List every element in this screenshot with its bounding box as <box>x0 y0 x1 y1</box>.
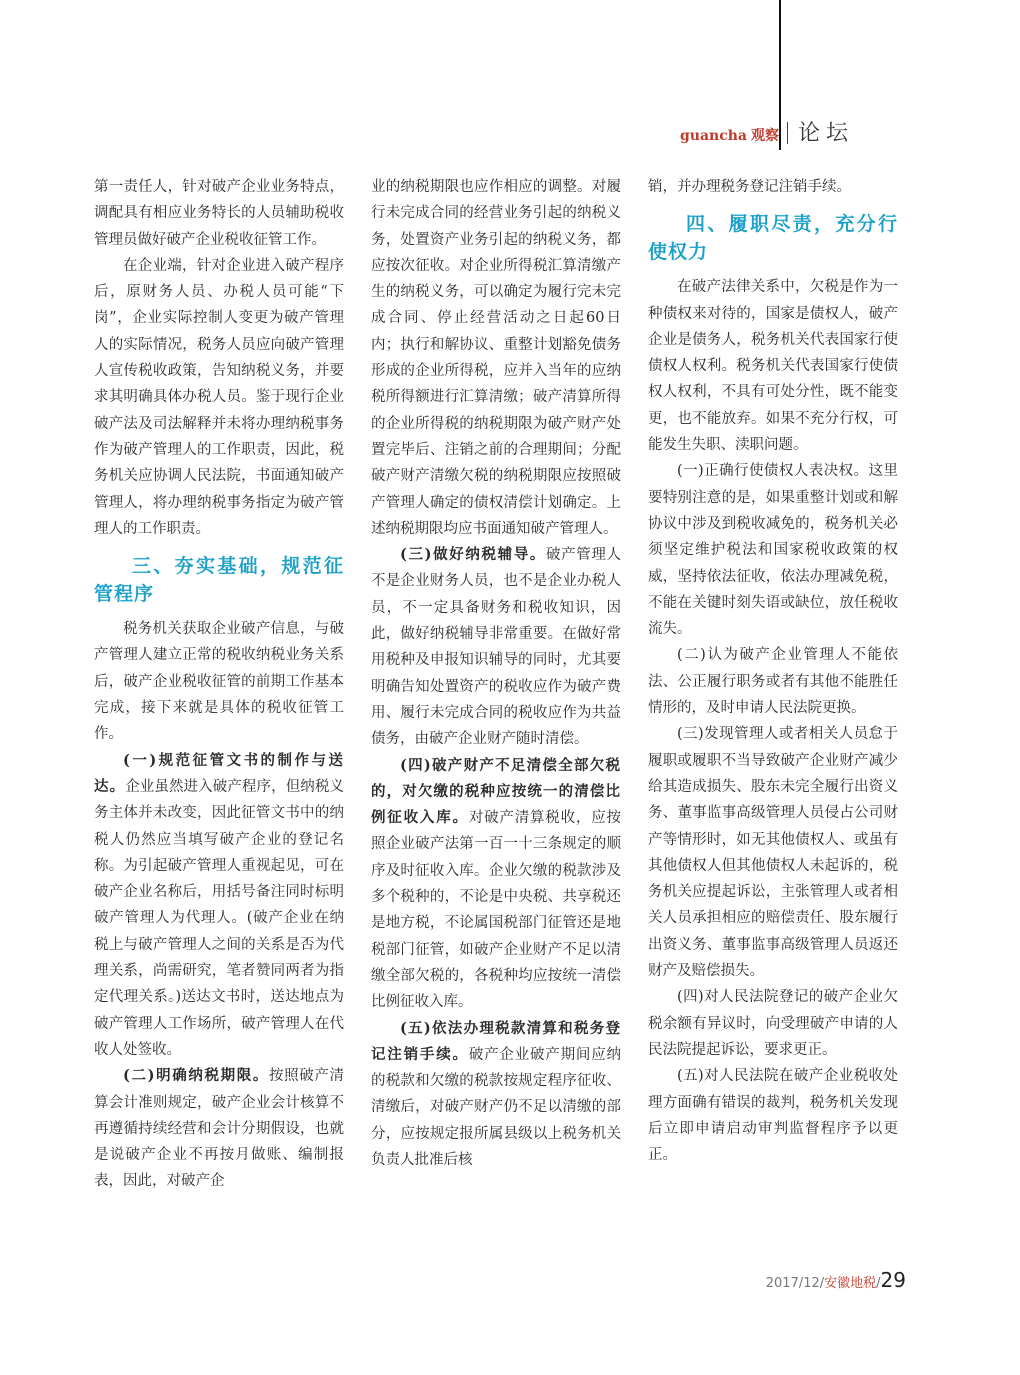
paragraph: 在破产法律关系中，欠税是作为一种债权来对待的，国家是债权人，破产企业是债务人，税务机关代表国家行使债权人权利。税务机关代表国家行使债权人权利，不具有可处分性，既不能变更，也不能放弃。如果不充分行权，可能发生失职、渎职问题。 <box>648 279 898 454</box>
item-body: 对破产清算税收，应按照企业破产法第一百一十三条规定的顺序及时征收入库。企业欠缴的税款涉及多个税种的，不论是中央税、共享税还是地方税，不论属国税部门征管还是地税部门征管，如破产企业财产不足以清缴全部欠税的，各税种均应按统一清偿比例征收入库。 <box>371 810 622 1011</box>
paragraph: (一)正确行使债权人表决权。这里要特别注意的是，如果重整计划或和解协议中涉及到税收减免的，税务机关必须坚定维护税法和国家税收政策的权威，坚持依法征收，依法办理减免税，不能在关键时刻失语或缺位，放任税收流失。 <box>648 463 898 638</box>
paragraph: (二)认为破产企业管理人不能依法、公正履行职务或者有其他不能胜任情形的，及时申请人民法院更换。 <box>648 647 898 717</box>
paragraph: 第一责任人，针对破产企业业务特点，调配具有相应业务特长的人员辅助税收管理员做好破产企业税收征管工作。 <box>94 179 344 248</box>
item-lead: (五)依法办理税款清算和税务登记注销手续。 <box>371 1019 621 1063</box>
item-lead: (三)做好纳税辅导。 <box>400 546 546 564</box>
item-lead: (二)明确纳税期限。 <box>123 1067 269 1085</box>
paragraph: (五)对人民法院在破产企业税收处理方面确有错误的裁判，税务机关发现后立即申请启动审判监督程序予以更正。 <box>648 1068 898 1164</box>
item-lead: (一)规范征管文书的制作与送达。 <box>94 751 344 795</box>
brand-chinese: 观察 <box>751 128 779 144</box>
item-lead: (四)破产财产不足清偿全部欠税的，对欠缴的税种应按统一的清偿比例征收入库。 <box>371 756 621 827</box>
masthead-separator <box>787 122 788 144</box>
section-heading-4: 四、履职尽责，充分行使权力 <box>648 213 898 264</box>
column-2 <box>371 174 621 1173</box>
item-body: 破产企业破产期间应纳的税款和欠缴的税款按规定程序征收、清缴后，对破产财产仍不足以清缴的部分，应按规定报所属县级以上税务机关负责人批准后核 <box>371 1046 622 1168</box>
paragraph <box>371 1016 621 1174</box>
issue-date: 2017/12/ <box>765 1276 825 1291</box>
paragraph: (三)发现管理人或者相关人员怠于履职或履职不当导致破产企业财产减少给其造成损失、股东未完全履行出资义务、董事监事高级管理人员侵占公司财产等情形时，如无其他债权人、或虽有其他债权人但其他债权人未起诉的，税务机关应提起诉讼，主张管理人或者相关人员承担相应的赔偿责任、股东履行出资义务、董事监事高级管理人员返还财产及赔偿损失。 <box>648 726 898 980</box>
item-body: 破产管理人不是企业财务人员，也不是企业办税人员，不一定具备财务和税收知识，因此，做好纳税辅导非常重要。在做好常用税种及申报知识辅导的同时，尤其要明确告知处置资产的税收应作为破产费用、履行未完成合同的税收应作为共益债务，由破产企业财产随时清偿。 <box>371 547 621 748</box>
column-3 <box>648 174 898 1168</box>
paragraph: 销，并办理税务登记注销手续。 <box>648 179 851 195</box>
paragraph: 业的纳税期限也应作相应的调整。对履行未完成合同的经营业务引起的纳税义务，处置资产业务引起的纳税义务，都应按次征收。对企业所得税汇算清缴产生的纳税义务，可以确定为履行完未完成合同、停止经营活动之日起60日内；执行和解协议、重整计划豁免债务形成的企业所得税，应并入当年的应纳税所得额进行汇算清缴；破产清算所得的企业所得税的纳税期限为破产财产处置完毕后、注销之前的合理期间；分配破产财产清缴欠税的纳税期限应按照破产管理人确定的债权清偿计划确定。上述纳税期限均应书面通知破产管理人。 <box>371 179 621 537</box>
paragraph <box>371 542 621 752</box>
paragraph <box>94 1063 344 1194</box>
item-body: 企业虽然进入破产程序，但纳税义务主体并未改变，因此征管文书中的纳税人仍然应当填写破产企业的登记名称。为引起破产管理人重视起见，可在破产企业名称后，用括号备注同时标明破产管理人为代理人。(破产企业在纳税上与破产管理人之间的关系是否为代理关系，尚需研究，笔者赞同两者为指定代理关系。)送达文书时，送达地点为破产管理人工作场所，破产管理人在代收人处签收。 <box>94 778 344 1058</box>
column-1 <box>94 174 344 1195</box>
masthead <box>680 116 854 147</box>
magazine-name: 安徽地税 <box>824 1276 877 1291</box>
paragraph: 在企业端，针对企业进入破产程序后，原财务人员、办税人员可能“下岗”，企业实际控制人变更为破产管理人的实际情况，税务人员应向破产管理人宣传税收政策，告知纳税义务，并要求其明确具体办税人员。鉴于现行企业破产法及司法解释并未将办理纳税事务作为破产管理人的工作职责，因此，税务机关应协调人民法院，书面通知破产管理人，将办理纳税事务指定为破产管理人的工作职责。 <box>94 257 344 537</box>
brand-english: guancha <box>680 128 747 144</box>
page-footer <box>766 1268 906 1292</box>
section-title: 论坛 <box>798 121 855 146</box>
paragraph <box>94 748 344 1064</box>
page-number: 29 <box>880 1268 906 1292</box>
paragraph <box>371 753 621 1016</box>
footer-slash: / <box>876 1276 881 1291</box>
section-heading-3: 三、夯实基础，规范征管程序 <box>94 555 344 606</box>
paragraph: 税务机关获取企业破产信息，与破产管理人建立正常的税收纳税业务关系后，破产企业税收征管的前期工作基本完成，接下来就是具体的税收征管工作。 <box>94 621 344 743</box>
item-body: 按照破产清算会计准则规定，破产企业会计核算不再遵循持续经营和会计分期假设，也就是说破产企业不再按月做账、编制报表，因此，对破产企 <box>94 1068 344 1190</box>
paragraph: (四)对人民法院登记的破产企业欠税余额有异议时，向受理破产申请的人民法院提起诉讼，要求更正。 <box>648 989 898 1058</box>
